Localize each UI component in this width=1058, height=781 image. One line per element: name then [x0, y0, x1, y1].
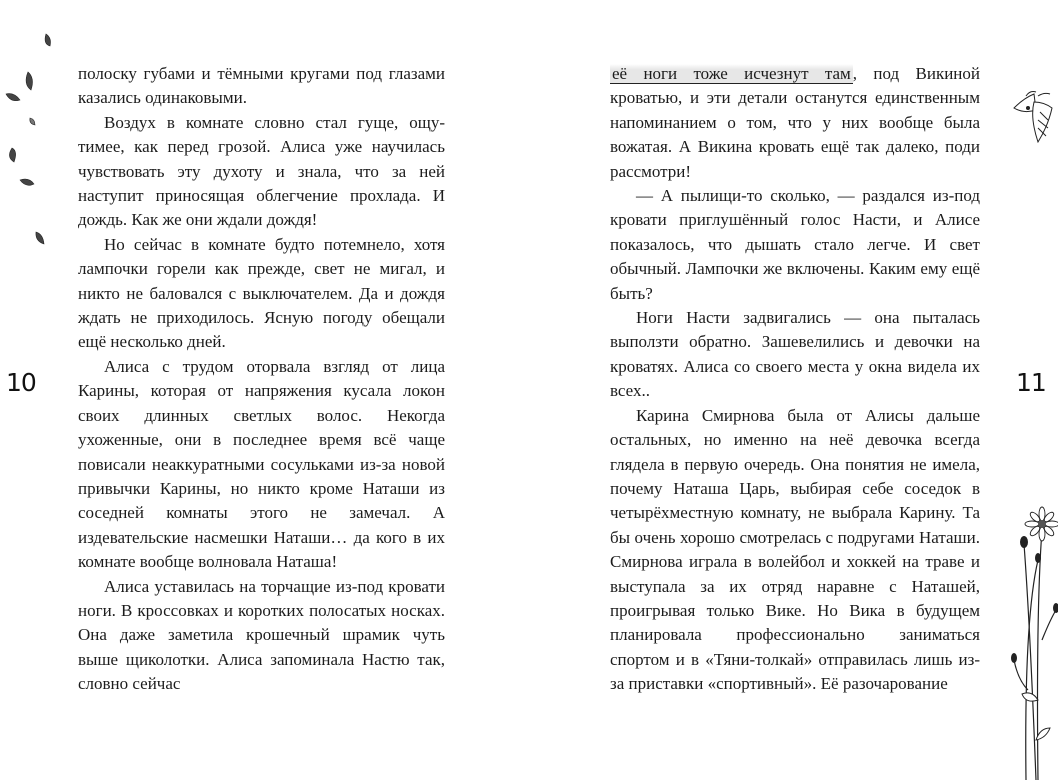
chamomile-flowers-decoration	[998, 500, 1058, 781]
paragraph: Воздух в комнате словно стал гуще, ощутимее, как перед грозой. Алиса уже научилась чувствовать эту духоту и знала, что за ней наступит приносящая облегчение прохлада. И дождь. Как же они ждали дождя!	[78, 112, 445, 230]
paragraph: Карина Смирнова была от Алисы дальше остальных, но именно на неё девочка всегда глядела в первую очередь. Она понятия не имела, почему Наташа Царь, выбирая себе соседок в четырёхместную комнату, не выбрала Карину. Та бы очень хорошо смотрелась с подругами Наташи. Смирнова играла в волейбол и хоккей на траве и выступала за их отряд наравне с Наташей, проигрывая только Вике. Но Вика в будущем планировала профессионально заниматься спортом и в «Тяни-толкай» отправилась лишь из-за приставки «спортивный». Её разочарование	[610, 405, 980, 694]
page-number-left: 10	[6, 368, 36, 397]
right-page-text	[610, 62, 980, 697]
highlighted-text: её ноги тоже исчезнут там	[612, 64, 851, 83]
paragraph: — А пылищи-то сколько, — раздался из-под кровати приглушённый голос Насти, и Алисе показалось, что дышать стало легче. И свет обычный. Лампочки же включены. Каким ему ещё быть?	[610, 186, 980, 303]
paragraph: Алиса уставилась на торчащие из-под кровати ноги. В кроссовках и коротких полосатых носках. Она даже заметила крошечный шрамик чуть выше щиколотки. Алиса запоминала Настю так, словно сейчас	[78, 576, 445, 694]
paragraph	[610, 62, 980, 184]
paragraph: Но сейчас в комнате будто потемнело, хотя лампочки горели как прежде, свет не мигал, и никто не баловался с выключателем. Да и дождя ждать не приходилось. Ясную погоду обещали ещё несколько дней.	[78, 234, 445, 352]
flower-icon	[1025, 507, 1058, 541]
page-number-right: 11	[1016, 368, 1046, 397]
moth-icon	[1004, 88, 1058, 146]
paragraph: Алиса с трудом оторвала взгляд от лица Карины, которая от напряжения кусала локон своих длинных светлых волос. Некогда ухоженные, они в последнее время всё чаще повисали неаккуратными сосульками из-за новой привычки Карины, но никто кроме Наташи из соседней комнаты этого не замечал. А издевательские насмешки Наташи… да кого в их комнате вообще волновала Наташа!	[78, 356, 445, 572]
falling-petals-decoration	[0, 20, 60, 260]
paragraph-rest: , под Викиной кроватью, и эти детали останутся единственным напоминанием о том, что у них вообще была вожатая. А Викина кровать ещё так далеко, поди рассмотри!	[610, 64, 980, 181]
paragraph: полоску губами и тёмными кругами под глазами казались одинаковыми.	[78, 64, 445, 108]
paragraph: Ноги Насти задвигались — она пыталась выползти обратно. Зашевелились и девочки на кроватях. Алиса со своего места у окна видела их всех..	[610, 308, 980, 401]
left-page-text	[78, 62, 445, 697]
